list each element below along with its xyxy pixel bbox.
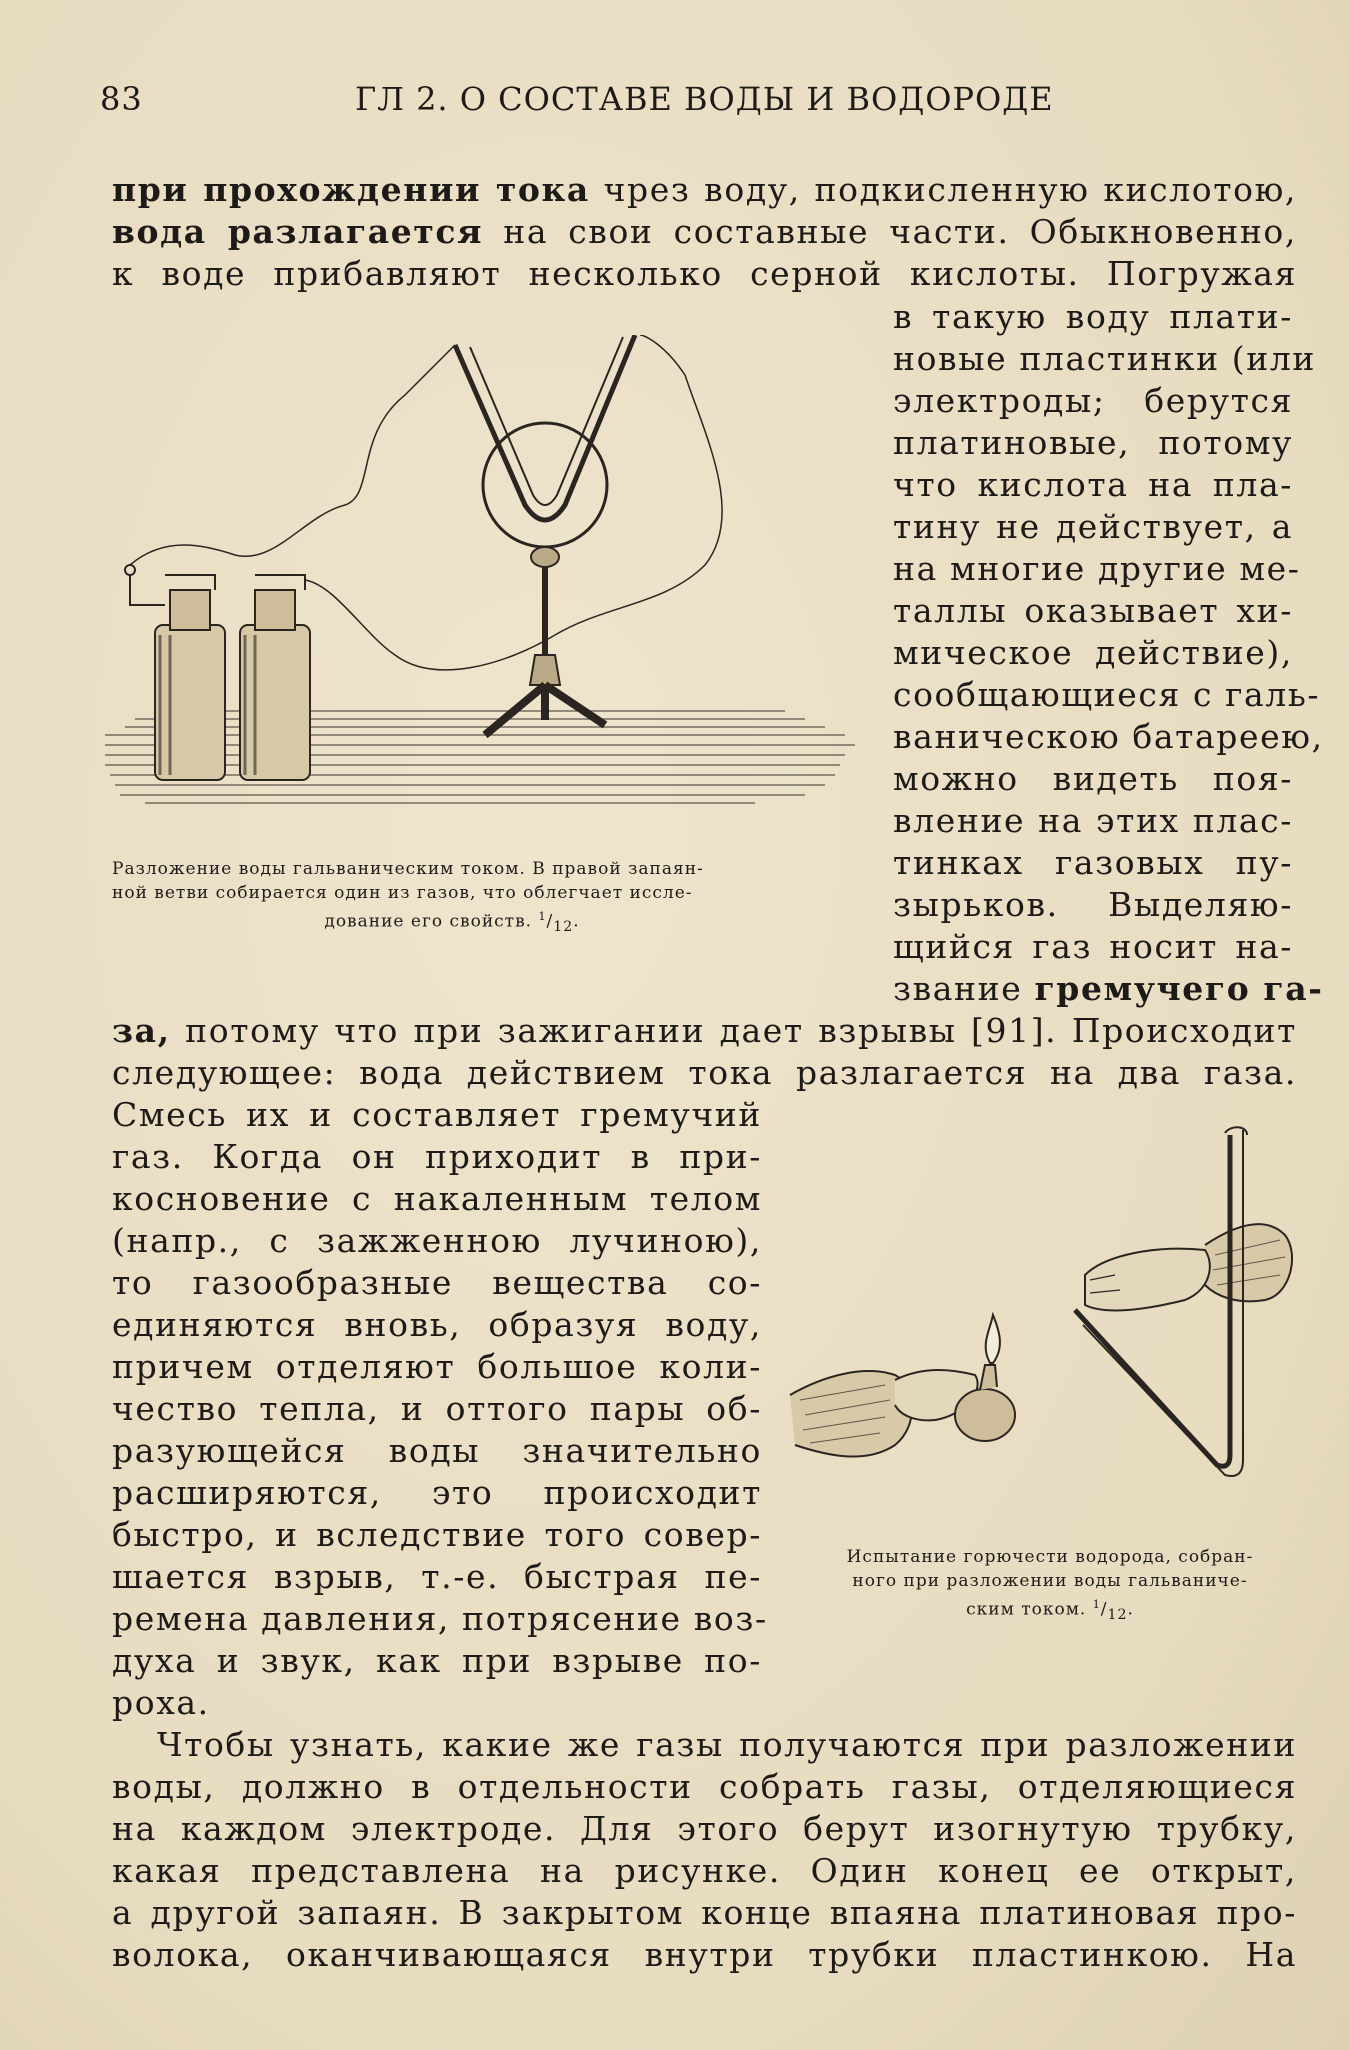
text-line: тину не действует, а	[893, 507, 1293, 546]
text-line: что кислота на пла-	[893, 465, 1293, 504]
text-line: газ. Когда он приходит в при-	[112, 1137, 762, 1176]
text-line: а другой запаян. В закрытом конце впаяна платиновая про-	[112, 1893, 1297, 1932]
text-line: какая представлена на рисунке. Один конец ее открыт,	[112, 1851, 1297, 1890]
text-line: вление на этих плас-	[893, 801, 1293, 840]
figure1-caption: Разложение воды гальваническим током. В правой запаян- ной ветви собирается один из газов, что облегчает иссле- дование его свойств. $^1/_{12}$.	[112, 859, 704, 936]
text-line: разующейся воды значительно	[112, 1431, 762, 1470]
text-line: шается взрыв, т.-е. быстрая пе-	[112, 1557, 762, 1596]
text-line: (напр., с зажженною лучиною),	[112, 1221, 762, 1260]
text-line: электроды; берутся	[893, 381, 1293, 420]
page-header	[100, 80, 1289, 130]
text-line: расширяются, это происходит	[112, 1473, 762, 1512]
text-line: быстро, и вследствие того совер-	[112, 1515, 762, 1554]
text-line: роха.	[112, 1683, 210, 1722]
text-line: ремена давления, потрясение воз-	[112, 1599, 768, 1638]
text-line: платиновые, потому	[893, 423, 1293, 462]
text-line: таллы оказывает хи-	[893, 591, 1293, 630]
bold-term: при прохождении тока	[112, 170, 590, 209]
text-line: новые пластинки (или	[893, 339, 1317, 378]
text-line: следующее: вода действием тока разлагается на два газа.	[112, 1053, 1297, 1092]
text-line: при прохождении тока чрез воду, подкисленную кислотою,	[112, 170, 1298, 209]
text-line: можно видеть поя-	[893, 759, 1293, 798]
text-line: чество тепла, и оттого пары об-	[112, 1389, 762, 1428]
bold-term: вода разлагается	[112, 212, 484, 251]
text-line: звание гремучего га-	[893, 969, 1324, 1008]
text-line: вода разлагается на свои составные части. Обыкновенно,	[112, 212, 1297, 251]
text-line: Чтобы узнать, какие же газы получаются при разложении	[157, 1725, 1297, 1764]
text-line: духа и звук, как при взрыве по-	[112, 1641, 762, 1680]
text-line: на многие другие ме-	[893, 549, 1301, 588]
text-line: сообщающиеся с галь-	[893, 675, 1321, 714]
text-line: к воде прибавляют несколько серной кислоты. Погружая	[112, 254, 1297, 293]
text-line: ваническою батареею,	[893, 717, 1324, 756]
hydrogen-test-figure	[785, 1125, 1305, 1525]
electrolysis-apparatus-figure	[105, 335, 865, 815]
text-line: косновение с накаленным телом	[112, 1179, 762, 1218]
text-line: мическое действие),	[893, 633, 1293, 672]
bold-term: гремучего га-	[1034, 969, 1324, 1008]
text-line: тинках газовых пу-	[893, 843, 1293, 882]
text-line: то газообразные вещества со-	[112, 1263, 762, 1302]
page-number: 83	[100, 80, 143, 118]
bold-term: за,	[112, 1011, 171, 1050]
text-line: Смесь их и составляет гремучий	[112, 1095, 762, 1134]
text-line: зырьков. Выделяю-	[893, 885, 1293, 924]
text-line: воды, должно в отдельности собрать газы, отделяющиеся	[112, 1767, 1297, 1806]
text-line: за, потому что при зажигании дает взрывы [91]. Происходит	[112, 1011, 1297, 1050]
text-line: причем отделяют большое коли-	[112, 1347, 762, 1386]
text-line: в такую воду плати-	[893, 297, 1293, 336]
figure2-caption: Испытание горючести водорода, собран- ного при разложении воды гальваниче- ским током. $^1/_{12}$.	[846, 1547, 1254, 1624]
text-line: на каждом электроде. Для этого берут изогнутую трубку,	[112, 1809, 1297, 1848]
running-title: ГЛ 2. О СОСТАВЕ ВОДЫ И ВОДОРОДЕ	[355, 80, 1054, 118]
text-line: волока, оканчивающаяся внутри трубки пластинкою. На	[112, 1935, 1297, 1974]
text-line: единяются вновь, образуя воду,	[112, 1305, 762, 1344]
text-line: щийся газ носит на-	[893, 927, 1293, 966]
